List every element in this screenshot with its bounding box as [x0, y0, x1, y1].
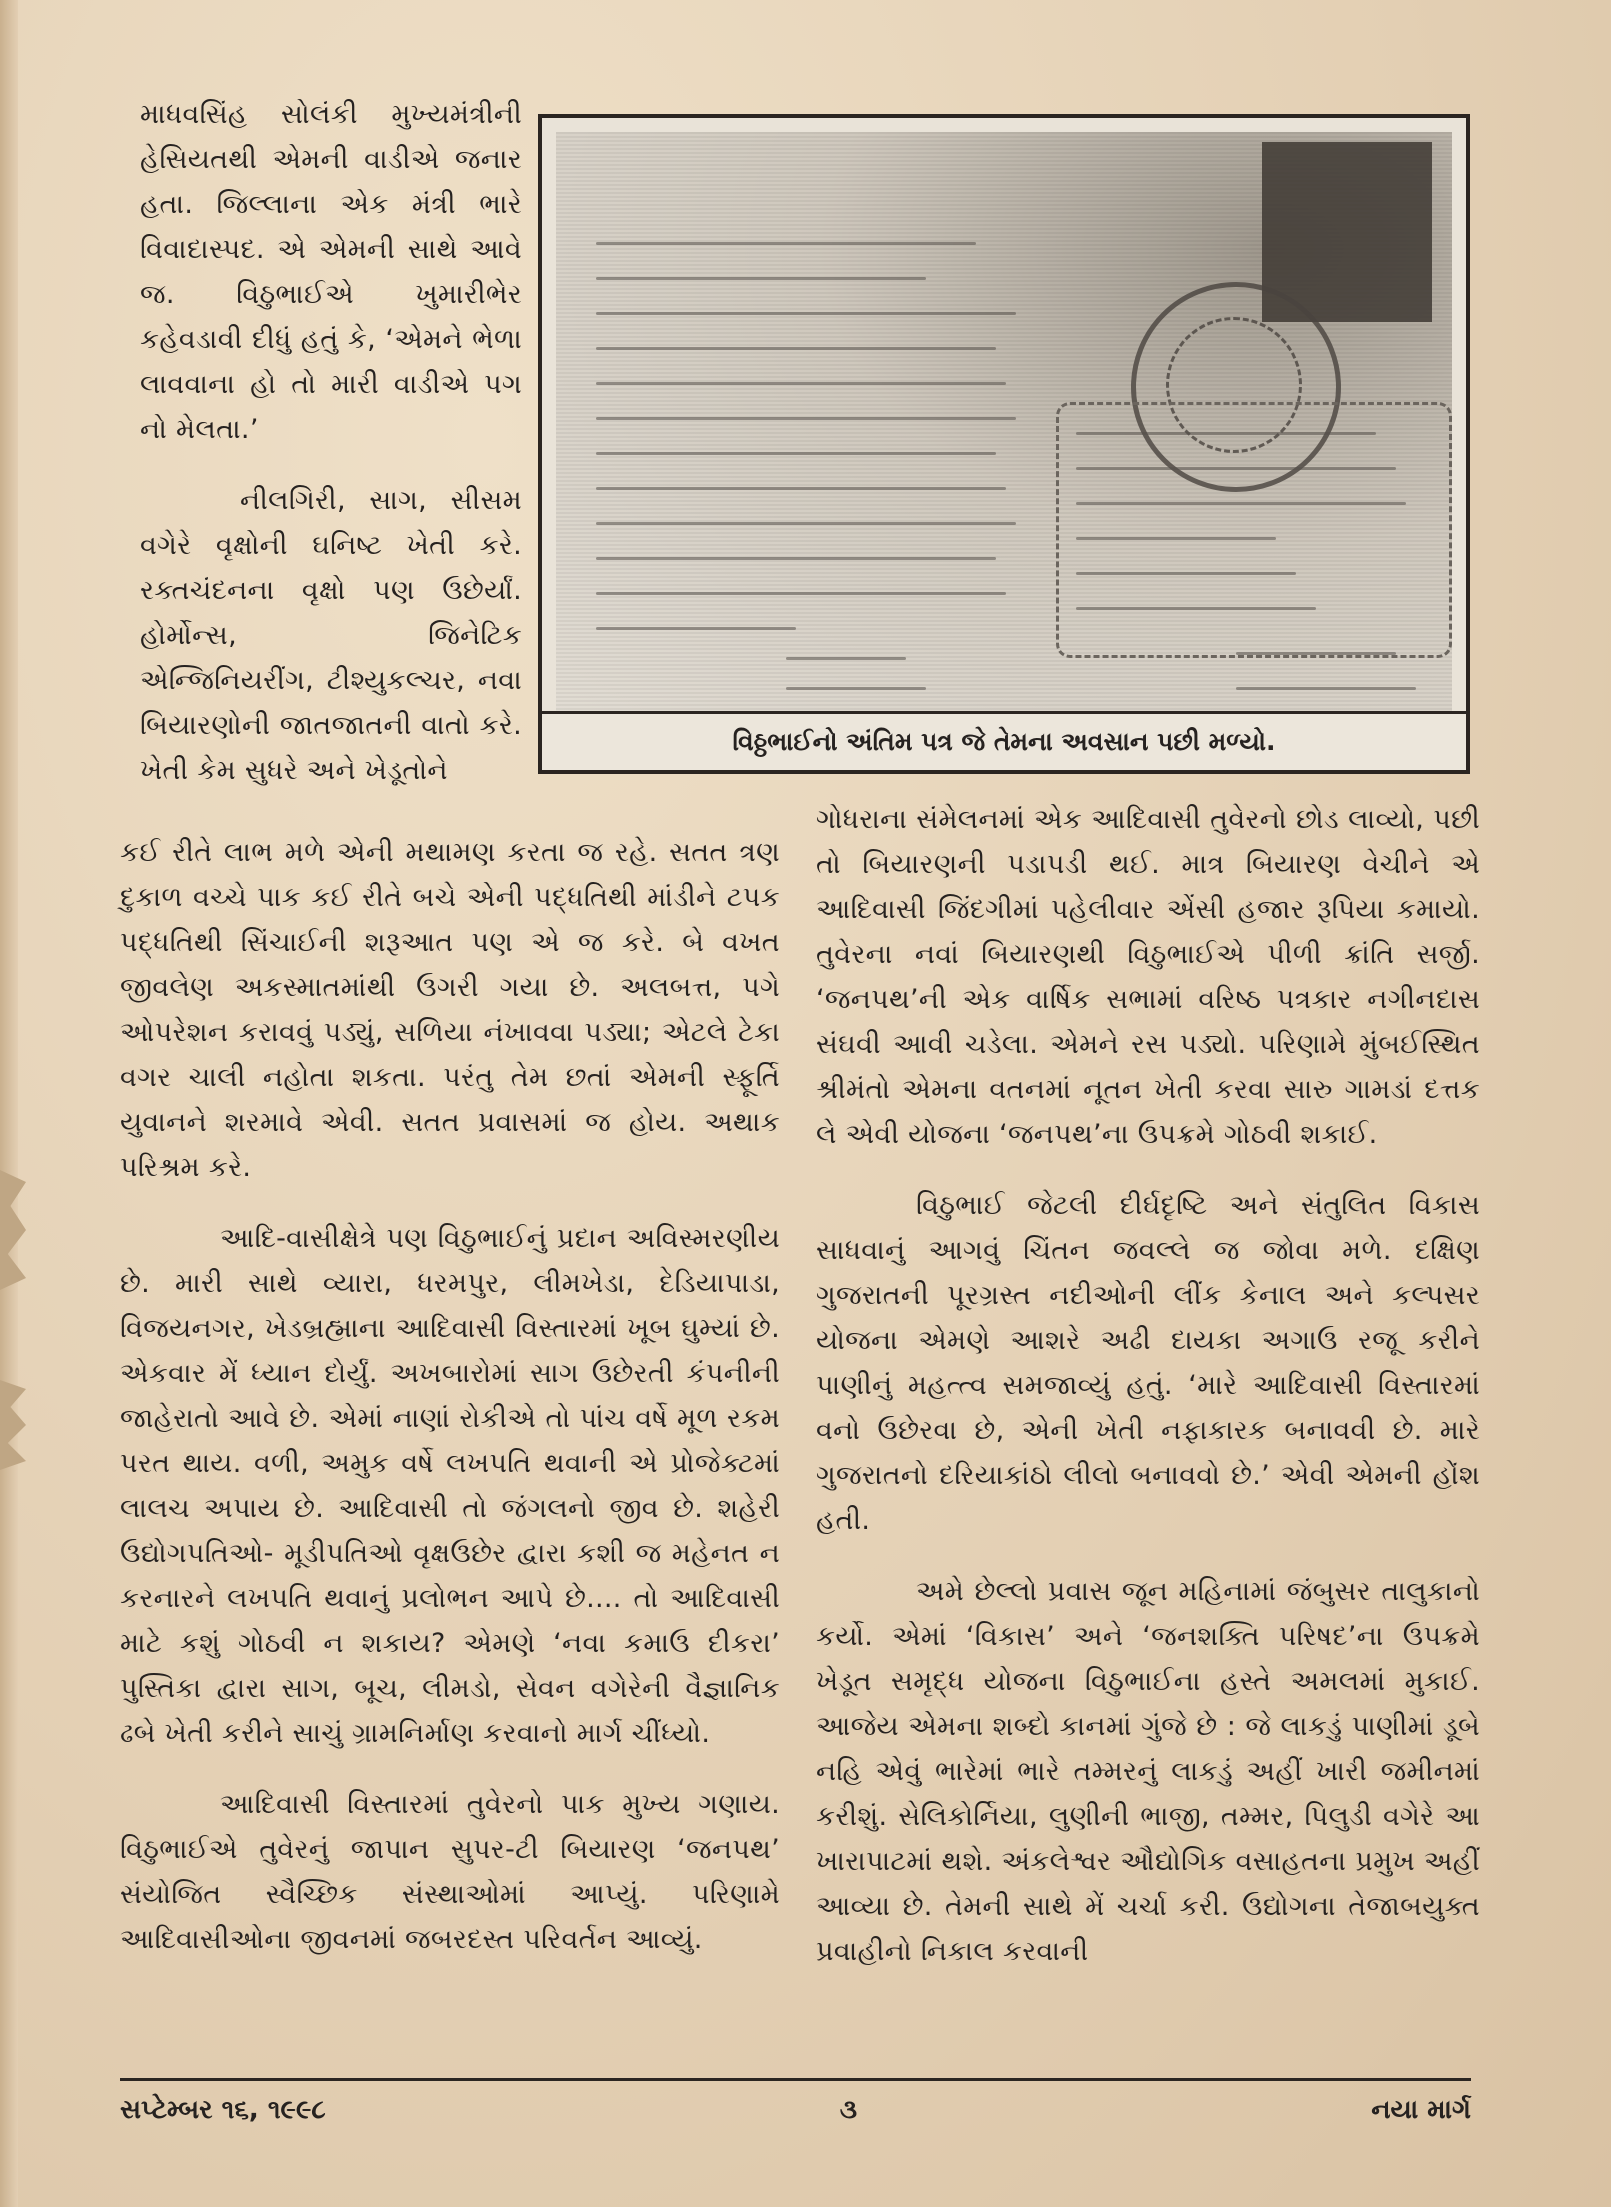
paragraph: કઈ રીતે લાભ મળે એની મથામણ કરતા જ રહે. સતત ત્રણ દુકાળ વચ્ચે પાક કઈ રીતે બચે એની પદ્ધતિથી માંડીને ટપક પદ્ધતિથી સિંચાઈની શરૂઆત પણ એ જ કરે. બે વખત જીવલેણ અકસ્માતમાંથી ઉગરી ગયા છે. અલબત્ત, પગે ઓપરેશન કરાવવું પડ્યું, સળિયા નંખાવવા પડ્યા; એટલે ટેકા વગર ચાલી નહોતા શકતા. પરંતુ તેમ છતાં એમની સ્ફૂર્તિ યુવાનને શરમાવે એવી. સતત પ્રવાસમાં જ હોય. અથાક પરિશ્રમ કરે. [120, 837, 780, 1183]
letter-image [556, 132, 1452, 718]
publication-title: નયા માર્ગ [1371, 2094, 1471, 2125]
left-column-top [140, 92, 522, 793]
paragraph: માધવસિંહ સોલંકી મુખ્યમંત્રીની હેસિયતથી એમની વાડીએ જનાર હતા. જિલ્લાના એક મંત્રી ભારે વિવાદાસ્પદ. એ એમની સાથે આવે જ. વિઠુભાઈએ ખુમારીભેર કહેવડાવી દીધું હતું કે, ‘એમને ભેળા લાવવાના હો તો મારી વાડીએ પગ નો મેલતા.’ [140, 99, 522, 445]
paragraph: નીલગિરી, સાગ, સીસમ વગેરે વૃક્ષોની ઘનિષ્ટ ખેતી કરે. રક્તચંદનના વૃક્ષો પણ ઉછેર્યાં. હોર્મોન્સ, જિનેટિક એન્જિનિયરીંગ, ટીશ્યુકલ્ચર, નવા બિયારણોની જાતજાતની વાતો કરે. ખેતી કેમ સુધરે અને ખેડૂતોને [140, 485, 522, 786]
page-number: ૩ [839, 2094, 858, 2125]
letter-figure [538, 114, 1470, 774]
paragraph: આદિવાસી વિસ્તારમાં તુવેરનો પાક મુખ્ય ગણાય. વિઠુભાઈએ તુવેરનું જાપાન સુપર-ટી બિયારણ ‘જનપથ’ સંયોજિત સ્વૈચ્છિક સંસ્થાઓમાં આપ્યું. પરિણામે આદિવાસીઓના જીવનમાં જબરદસ્ત પરિવર્તન આવ્યું. [120, 1789, 780, 1955]
paragraph: આદિ-વાસીક્ષેત્રે પણ વિઠુભાઈનું પ્રદાન અવિસ્મરણીય છે. મારી સાથે વ્યારા, ધરમપુર, લીમખેડા, દેડિયાપાડા, વિજયનગર, ખેડબ્રહ્માના આદિવાસી વિસ્તારમાં ખૂબ ઘુમ્યાં છે. એકવાર મેં ધ્યાન દોર્યું. અખબારોમાં સાગ ઉછેરતી કંપનીની જાહેરાતો આવે છે. એમાં નાણાં રોકીએ તો પાંચ વર્ષે મૂળ રકમ પરત થાય. વળી, અમુક વર્ષે લખપતિ થવાની એ પ્રોજેક્ટમાં લાલચ અપાય છે. આદિવાસી તો જંગલનો જીવ છે. શહેરી ઉદ્યોગપતિઓ- મૂડીપતિઓ વૃક્ષઉછેર દ્વારા કશી જ મહેનત ન કરનારને લખપતિ થવાનું પ્રલોભન આપે છે.... તો આદિવાસી માટે કશું ગોઠવી ન શકાય? એમણે ‘નવા કમાઉ દીકરા’ પુસ્તિકા દ્વારા સાગ, બૂચ, લીમડો, સેવન વગેરેની વૈજ્ઞાનિક ઢબે ખેતી કરીને સાચું ગ્રામનિર્માણ કરવાનો માર્ગ ચીંધ્યો. [120, 1223, 780, 1749]
page-edge [0, 0, 18, 2207]
footer-rule [120, 2078, 1471, 2081]
paragraph: અમે છેલ્લો પ્રવાસ જૂન મહિનામાં જંબુસર તાલુકાનો કર્યો. એમાં ‘વિકાસ’ અને ‘જનશક્તિ પરિષદ’ના ઉપક્રમે ખેડૂત સમૃદ્ધ યોજના વિઠુભાઈના હસ્તે અમલમાં મુકાઈ. આજેય એમના શબ્દો કાનમાં ગુંજે છે : જે લાકડું પાણીમાં ડૂબે નહિ એવું ભારેમાં ભારે તમ્મરનું લાકડું અહીં ખારી જમીનમાં કરીશું. સેલિકોર્નિયા, લુણીની ભાજી, તમ્મર, પિલુડી વગેરે આ ખારાપાટમાં થશે. અંકલેશ્વર ઔદ્યોગિક વસાહતના પ્રમુખ અહીં આવ્યા છે. તેમની સાથે મેં ચર્ચા કરી. ઉદ્યોગના તેજાબયુક્ત પ્રવાહીનો નિકાલ કરવાની [816, 1576, 1480, 1967]
torn-edge [0, 1170, 26, 1290]
address-box [1056, 402, 1452, 658]
issue-date: સપ્ટેમ્બર ૧૬, ૧૯૯૮ [120, 2094, 326, 2125]
torn-edge [0, 1380, 26, 1470]
paragraph: વિઠુભાઈ જેટલી દીર્ઘદૃષ્ટિ અને સંતુલિત વિકાસ સાધવાનું આગવું ચિંતન જવલ્લે જ જોવા મળે. દક્ષિણ ગુજરાતની પૂરગ્રસ્ત નદીઓની લીંક કેનાલ અને કલ્પસર યોજના એમણે આશરે અઢી દાયકા અગાઉ રજૂ કરીને પાણીનું મહત્ત્વ સમજાવ્યું હતું. ‘મારે આદિવાસી વિસ્તારમાં વનો ઉછેરવા છે, એની ખેતી નફાકારક બનાવવી છે. મારે ગુજરાતનો દરિયાકાંઠો લીલો બનાવવો છે.’ એવી એમની હોંશ હતી. [816, 1190, 1480, 1536]
paragraph: ગોધરાના સંમેલનમાં એક આદિવાસી તુવેરનો છોડ લાવ્યો, પછી તો બિયારણની પડાપડી થઈ. માત્ર બિયારણ વેચીને એ આદિવાસી જિંદગીમાં પહેલીવાર એંસી હજાર રૂપિયા કમાયો. તુવેરના નવાં બિયારણથી વિઠુભાઈએ પીળી ક્રાંતિ સર્જી. ‘જનપથ’ની એક વાર્ષિક સભામાં વરિષ્ઠ પત્રકાર નગીનદાસ સંઘવી આવી ચડેલા. એમને રસ પડ્યો. પરિણામે મુંબઈસ્થિત શ્રીમંતો એમના વતનમાં નૂતન ખેતી કરવા સારુ ગામડાં દત્તક લે એવી યોજના ‘જનપથ’ના ઉપક્રમે ગોઠવી શકાઈ. [816, 804, 1480, 1150]
left-column [120, 830, 780, 1988]
figure-caption: વિઠ્ઠભાઈનો અંતિમ પત્ર જે તેમના અવસાન પછી મળ્યો. [542, 711, 1466, 770]
page-footer [120, 2088, 1471, 2132]
right-column [816, 797, 1480, 2000]
